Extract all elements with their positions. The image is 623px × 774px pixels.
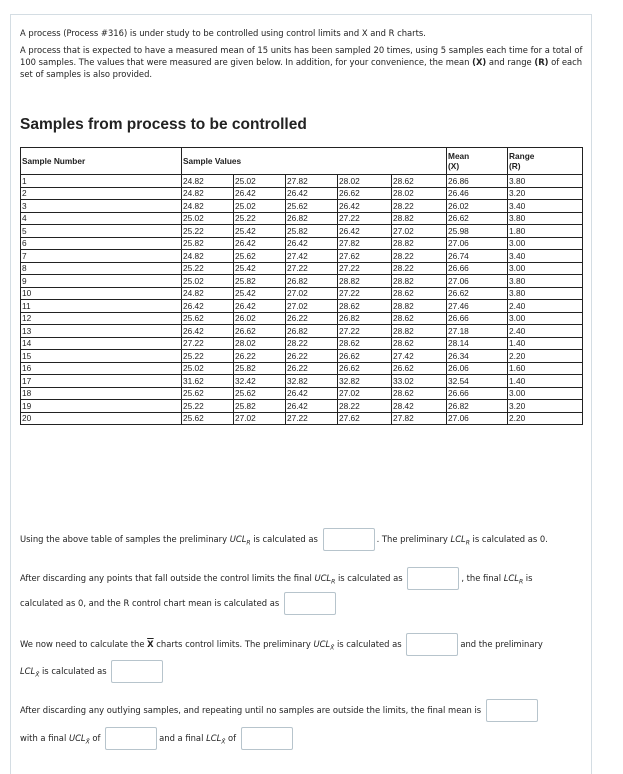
sample-value-cell: 25.02 (234, 200, 286, 213)
mean-cell: 27.46 (447, 300, 508, 313)
range-cell: 3.80 (508, 275, 583, 288)
sample-value-cell: 26.42 (286, 400, 338, 413)
sample-value-cell: 27.22 (338, 287, 392, 300)
table-row (21, 212, 583, 225)
sample-value-cell: 27.42 (286, 250, 338, 263)
range-cell: 3.40 (508, 250, 583, 263)
sample-value-cell: 25.62 (182, 412, 234, 425)
sample-value-cell: 28.62 (392, 287, 447, 300)
sample-value-cell: 25.22 (182, 400, 234, 413)
samples-table (20, 147, 583, 425)
sample-value-cell: 26.62 (338, 362, 392, 375)
table-row (21, 175, 583, 188)
sample-value-cell: 28.62 (338, 300, 392, 313)
table-row (21, 350, 583, 363)
sample-value-cell: 25.02 (234, 175, 286, 188)
table-row (21, 287, 583, 300)
sample-value-cell: 26.22 (286, 362, 338, 375)
mean-cell: 27.18 (447, 325, 508, 338)
sample-number-cell: 16 (21, 362, 182, 375)
sample-value-cell: 28.82 (392, 325, 447, 338)
sample-value-cell: 28.22 (392, 200, 447, 213)
range-cell: 3.80 (508, 212, 583, 225)
sample-value-cell: 27.22 (182, 337, 234, 350)
sample-value-cell: 27.22 (338, 325, 392, 338)
range-cell: 1.40 (508, 375, 583, 388)
question-4-cont: with a final $UCL_{X̄}$ of and a final $LCL_{X̄}$ of (20, 727, 295, 750)
sample-number-cell: 8 (21, 262, 182, 275)
sample-number-cell: 15 (21, 350, 182, 363)
sample-value-cell: 27.22 (338, 262, 392, 275)
sample-number-cell: 18 (21, 387, 182, 400)
answer-final-mean[interactable] (486, 699, 538, 722)
sample-number-cell: 14 (21, 337, 182, 350)
header-sample-number: Sample Number (21, 148, 182, 175)
answer-ucl-x-preliminary[interactable] (406, 633, 458, 656)
table-row (21, 312, 583, 325)
sample-value-cell: 33.02 (392, 375, 447, 388)
sample-value-cell: 28.22 (392, 262, 447, 275)
sample-value-cell: 25.22 (234, 212, 286, 225)
mean-cell: 25.98 (447, 225, 508, 238)
question-3: We now need to calculate the $\overline{X}$ charts control limits. The preliminary $UCL_{X̄}$ is calculated as and the preliminary (20, 633, 543, 656)
answer-lcl-x-preliminary[interactable] (111, 660, 163, 683)
sample-number-cell: 5 (21, 225, 182, 238)
table-row (21, 325, 583, 338)
sample-value-cell: 27.02 (286, 300, 338, 313)
sample-value-cell: 27.82 (286, 175, 338, 188)
sample-value-cell: 25.02 (182, 362, 234, 375)
range-cell: 3.20 (508, 400, 583, 413)
sample-value-cell: 28.62 (392, 387, 447, 400)
sample-number-cell: 9 (21, 275, 182, 288)
sample-value-cell: 25.42 (234, 225, 286, 238)
range-cell: 3.00 (508, 237, 583, 250)
sample-value-cell: 28.82 (392, 275, 447, 288)
sample-value-cell: 25.22 (182, 225, 234, 238)
answer-r-chart-mean[interactable] (284, 592, 336, 615)
sample-value-cell: 26.62 (234, 325, 286, 338)
question-3-cont: $LCL_{X̄}$ is calculated as (20, 660, 165, 683)
sample-value-cell: 26.42 (286, 387, 338, 400)
table-row (21, 362, 583, 375)
mean-cell: 26.62 (447, 212, 508, 225)
sample-value-cell: 28.42 (392, 400, 447, 413)
sample-value-cell: 24.82 (182, 250, 234, 263)
mean-cell: 27.06 (447, 275, 508, 288)
sample-number-cell: 6 (21, 237, 182, 250)
table-header-row (21, 148, 583, 175)
sample-value-cell: 26.22 (286, 350, 338, 363)
sample-value-cell: 25.82 (234, 362, 286, 375)
sample-value-cell: 25.62 (182, 312, 234, 325)
sample-value-cell: 25.42 (234, 287, 286, 300)
sample-value-cell: 28.82 (338, 275, 392, 288)
sample-value-cell: 32.82 (338, 375, 392, 388)
sample-value-cell: 25.02 (182, 212, 234, 225)
range-cell: 1.60 (508, 362, 583, 375)
sample-value-cell: 24.82 (182, 200, 234, 213)
table-row (21, 412, 583, 425)
table-row (21, 400, 583, 413)
sample-value-cell: 24.82 (182, 175, 234, 188)
range-cell: 3.00 (508, 387, 583, 400)
sample-value-cell: 26.62 (392, 362, 447, 375)
sample-value-cell: 28.02 (338, 175, 392, 188)
sample-value-cell: 28.62 (392, 175, 447, 188)
sample-value-cell: 25.62 (234, 250, 286, 263)
header-range: Range (R) (508, 148, 583, 175)
sample-value-cell: 25.82 (286, 225, 338, 238)
mean-cell: 26.46 (447, 187, 508, 200)
sample-number-cell: 11 (21, 300, 182, 313)
sample-value-cell: 28.82 (392, 237, 447, 250)
sample-value-cell: 26.82 (286, 212, 338, 225)
sample-value-cell: 27.02 (286, 287, 338, 300)
range-cell: 3.00 (508, 312, 583, 325)
sample-value-cell: 25.42 (234, 262, 286, 275)
mean-cell: 27.06 (447, 412, 508, 425)
range-cell: 3.40 (508, 200, 583, 213)
table-row (21, 187, 583, 200)
sample-number-cell: 10 (21, 287, 182, 300)
range-cell: 2.40 (508, 325, 583, 338)
sample-value-cell: 26.42 (286, 187, 338, 200)
answer-ucl-r-final[interactable] (407, 567, 459, 590)
sample-value-cell: 26.62 (338, 187, 392, 200)
sample-value-cell: 27.82 (392, 412, 447, 425)
table-row (21, 262, 583, 275)
sample-value-cell: 24.82 (182, 287, 234, 300)
sample-value-cell: 25.62 (182, 387, 234, 400)
table-row (21, 275, 583, 288)
header-sample-values: Sample Values (182, 148, 447, 175)
sample-value-cell: 25.62 (234, 387, 286, 400)
table-row (21, 337, 583, 350)
range-cell: 3.80 (508, 175, 583, 188)
sample-number-cell: 19 (21, 400, 182, 413)
sample-value-cell: 27.02 (234, 412, 286, 425)
sample-value-cell: 26.82 (338, 312, 392, 325)
table-row (21, 387, 583, 400)
question-2: After discarding any points that fall outside the control limits the final $UCL_R$ is calculated as , the final $LCL_R$ is (20, 567, 532, 590)
mean-cell: 26.66 (447, 312, 508, 325)
range-cell: 3.20 (508, 187, 583, 200)
sample-value-cell: 26.42 (234, 237, 286, 250)
sample-value-cell: 26.42 (338, 200, 392, 213)
sample-value-cell: 28.82 (392, 300, 447, 313)
mean-cell: 26.66 (447, 262, 508, 275)
mean-cell: 26.02 (447, 200, 508, 213)
sample-value-cell: 28.62 (392, 312, 447, 325)
mean-cell: 26.06 (447, 362, 508, 375)
sample-value-cell: 26.42 (338, 225, 392, 238)
sample-value-cell: 28.62 (392, 337, 447, 350)
sample-value-cell: 26.42 (234, 187, 286, 200)
sample-number-cell: 1 (21, 175, 182, 188)
mean-cell: 26.74 (447, 250, 508, 263)
table-row (21, 200, 583, 213)
answer-lcl-x-final[interactable] (241, 727, 293, 750)
sample-value-cell: 25.82 (234, 275, 286, 288)
sample-value-cell: 27.62 (338, 250, 392, 263)
answer-ucl-r-preliminary[interactable] (323, 528, 375, 551)
sample-value-cell: 25.82 (182, 237, 234, 250)
table-row (21, 225, 583, 238)
sample-number-cell: 20 (21, 412, 182, 425)
sample-value-cell: 26.82 (286, 325, 338, 338)
mean-cell: 26.86 (447, 175, 508, 188)
range-cell: 2.20 (508, 350, 583, 363)
sample-number-cell: 4 (21, 212, 182, 225)
sample-value-cell: 28.22 (392, 250, 447, 263)
sample-value-cell: 26.02 (234, 312, 286, 325)
sample-number-cell: 13 (21, 325, 182, 338)
sample-value-cell: 26.22 (234, 350, 286, 363)
range-cell: 3.80 (508, 287, 583, 300)
table-row (21, 237, 583, 250)
mean-cell: 26.66 (447, 387, 508, 400)
sample-number-cell: 2 (21, 187, 182, 200)
sample-value-cell: 28.02 (234, 337, 286, 350)
sample-value-cell: 27.82 (338, 237, 392, 250)
sample-value-cell: 26.42 (182, 300, 234, 313)
table-row (21, 375, 583, 388)
sample-number-cell: 7 (21, 250, 182, 263)
range-cell: 2.20 (508, 412, 583, 425)
mean-cell: 26.62 (447, 287, 508, 300)
sample-value-cell: 26.42 (182, 325, 234, 338)
sample-value-cell: 28.02 (392, 187, 447, 200)
question-1: Using the above table of samples the preliminary $UCL_R$ is calculated as . The preliminary $LCL_R$ is calculated as 0. (20, 528, 548, 551)
sample-value-cell: 27.22 (286, 262, 338, 275)
sample-value-cell: 26.82 (286, 275, 338, 288)
sample-value-cell: 27.02 (338, 387, 392, 400)
sample-value-cell: 28.82 (392, 212, 447, 225)
table-row (21, 300, 583, 313)
mean-cell: 26.34 (447, 350, 508, 363)
sample-value-cell: 25.82 (234, 400, 286, 413)
intro-paragraph-1: A process (Process #316) is under study to be controlled using control limits and X and R charts. (20, 28, 426, 38)
mean-cell: 28.14 (447, 337, 508, 350)
sample-value-cell: 27.62 (338, 412, 392, 425)
answer-ucl-x-final[interactable] (105, 727, 157, 750)
sample-number-cell: 3 (21, 200, 182, 213)
intro-paragraph-2: A process that is expected to have a measured mean of 15 units has been sampled 20 times, using 5 samples each time for a total of 100 samples. The values that were measured are given below. In addition, for your convenience, the mean (X) and range (R) of each set of samples is also provided. (20, 45, 583, 79)
mean-cell: 26.82 (447, 400, 508, 413)
sample-value-cell: 31.62 (182, 375, 234, 388)
sample-value-cell: 32.82 (286, 375, 338, 388)
sample-value-cell: 25.22 (182, 262, 234, 275)
range-cell: 1.40 (508, 337, 583, 350)
sample-value-cell: 28.62 (338, 337, 392, 350)
sample-value-cell: 26.22 (286, 312, 338, 325)
sample-number-cell: 12 (21, 312, 182, 325)
section-title: Samples from process to be controlled (20, 116, 307, 133)
table-row (21, 250, 583, 263)
sample-value-cell: 27.22 (338, 212, 392, 225)
mean-cell: 27.06 (447, 237, 508, 250)
sample-value-cell: 28.22 (338, 400, 392, 413)
sample-value-cell: 27.02 (392, 225, 447, 238)
sample-value-cell: 32.42 (234, 375, 286, 388)
sample-value-cell: 26.42 (286, 237, 338, 250)
header-mean: Mean (X) (447, 148, 508, 175)
range-cell: 3.00 (508, 262, 583, 275)
sample-value-cell: 25.62 (286, 200, 338, 213)
sample-value-cell: 25.02 (182, 275, 234, 288)
sample-value-cell: 27.42 (392, 350, 447, 363)
sample-value-cell: 27.22 (286, 412, 338, 425)
sample-value-cell: 28.22 (286, 337, 338, 350)
sample-value-cell: 26.42 (234, 300, 286, 313)
question-4: After discarding any outlying samples, and repeating until no samples are outside the limits, the final mean is (20, 699, 540, 722)
range-cell: 2.40 (508, 300, 583, 313)
sample-number-cell: 17 (21, 375, 182, 388)
sample-value-cell: 24.82 (182, 187, 234, 200)
sample-value-cell: 25.22 (182, 350, 234, 363)
range-cell: 1.80 (508, 225, 583, 238)
sample-value-cell: 26.62 (338, 350, 392, 363)
question-2-cont: calculated as 0, and the R control chart mean is calculated as (20, 592, 338, 615)
mean-cell: 32.54 (447, 375, 508, 388)
